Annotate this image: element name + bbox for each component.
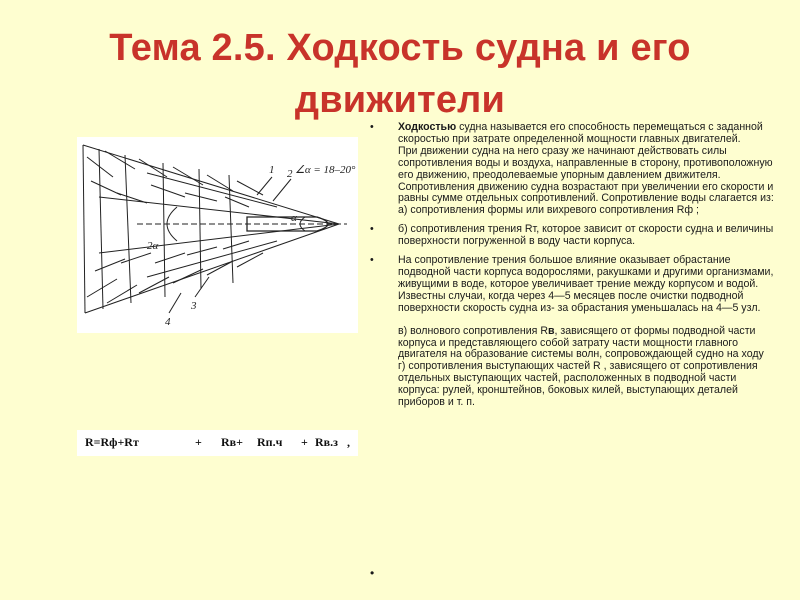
bullet-item-3 [370, 255, 775, 409]
label-alpha: α [291, 212, 297, 224]
bullet-item-2 [370, 224, 775, 248]
bullet-1-p1 [398, 122, 775, 146]
slide-body-text [370, 122, 775, 416]
formula-lhs: R=Rф+Rт [85, 435, 139, 449]
formula-plus-1: + [195, 435, 202, 449]
bullet-1-p3: Сопротивления движению судна возрастают при увеличении его скорости и равны сумме отдельных сопротивлений. Сопротивление воды слагается из: [398, 180, 774, 205]
wave-res-a: в) волнового сопротивления R [398, 324, 548, 337]
resistance-formula [77, 430, 358, 456]
empty-bullet-marker: • [370, 566, 375, 580]
bullet-3-p3: г) сопротивления выступающих частей R , зависящего от сопротивления отдельных выступающих частей, расположенных в подводной части корпуса: рулей, кронштейнов, боковых килей, выступающих деталей приборов и т. п. [398, 360, 758, 409]
bullet-marker: • [370, 254, 374, 267]
bullet-3-p1: На сопротивление трения большое влияние оказывает обрастание подводной части корпуса водорослями, ракушками и другими организмами, живущими в воде, которое увеличивает трение между корпусом и водой. Известны случаи, когда через 4—5 месяцев после очистки подводной поверхности скорость судна из- за обрастания уменьшалась на 4—5 узл. [398, 254, 774, 314]
formula-rvz: Rв.з [315, 435, 338, 449]
bullet-item-1 [370, 122, 775, 217]
term-hodkost: Ходкостью [398, 121, 457, 133]
bullet-1-p2: При движении судна на него сразу же начинают действовать силы сопротивления воды и воздуха, направленные в сторону, противоположную его движению, преодолеваемые упорным давлением движителя. [398, 144, 773, 181]
angle-label: ∠α = 18–20° [295, 164, 356, 176]
bullet-1-def: судна называется его способность перемещаться с заданной скоростью при затрате определенной мощности главных двигателей. [398, 121, 763, 145]
bullet-2-text: б) сопротивления трения Rт, которое зависит от скорости судна и величины поверхности погруженной в воду части корпуса. [398, 223, 774, 248]
formula-plus-2: + [301, 435, 308, 449]
callout-2: 2 [287, 168, 293, 180]
wave-pattern-figure [77, 137, 358, 333]
wave-pattern-diagram [77, 137, 358, 333]
slide-title: Тема 2.5. Ходкость судна и его движители [109, 27, 691, 121]
formula-rv: Rв+ [221, 435, 243, 449]
bullet-marker: • [370, 121, 374, 133]
label-2alpha: 2α [147, 240, 159, 252]
bullet-1-p4: а) сопротивления формы или вихревого сопротивления Rф ; [398, 204, 699, 217]
formula-comma: , [347, 435, 350, 449]
wave-res-c: , зависящего от формы подводной части корпуса и представляющего собой затрату части мощности главного двигателя на образование системы волн, сопровождающей судно на ходу [398, 324, 764, 361]
bullet-3-p2 [398, 326, 775, 362]
formula-rpch: Rп.ч [257, 435, 283, 449]
callout-1: 1 [269, 164, 275, 176]
callout-3: 3 [191, 300, 197, 312]
callout-4: 4 [165, 316, 171, 328]
bullet-marker: • [370, 223, 374, 236]
wave-res-sub: в [547, 324, 555, 337]
